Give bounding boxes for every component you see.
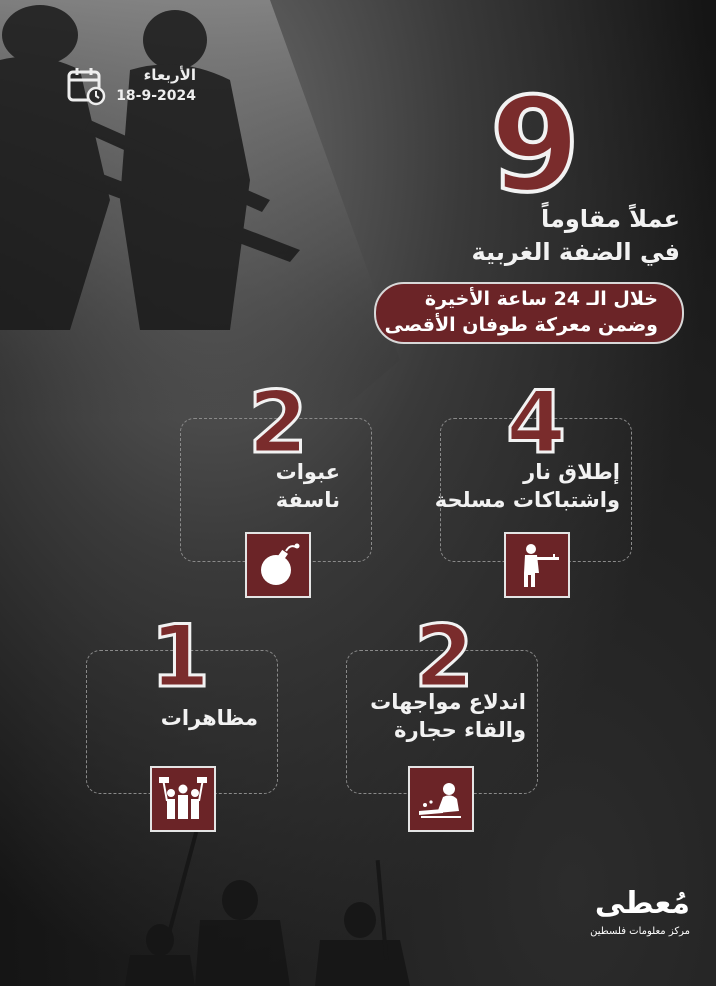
stat-number-bombs: 2 <box>248 373 308 473</box>
shooting-icon-box <box>504 532 570 598</box>
clashes-icon-box <box>408 766 474 832</box>
stat-label-clashes-2: والقاء حجارة <box>394 718 526 742</box>
headline-line-2: في الضفة الغربية <box>471 238 680 266</box>
headline-line-1: عملاً مقاوماً <box>541 205 680 233</box>
brand-name: مُعطى <box>594 886 690 921</box>
headline-number: 9 <box>489 69 581 221</box>
stat-label-shooting-1: إطلاق نار <box>523 460 620 484</box>
date-block <box>66 64 196 110</box>
date-text: 18-9-2024 <box>116 88 196 104</box>
weekday: الأربعاء <box>143 66 196 84</box>
subtitle-line-1: خلال الـ 24 ساعة الأخيرة <box>424 288 658 310</box>
protests-icon-box <box>150 766 216 832</box>
subtitle-line-2: وضمن معركة طوفان الأقصى <box>384 314 658 336</box>
stat-number-protests: 1 <box>150 607 210 707</box>
bomb-icon-box <box>245 532 311 598</box>
subtitle-pill <box>374 282 684 344</box>
stat-number-clashes: 2 <box>414 607 474 707</box>
stat-label-protests-1: مظاهرات <box>160 706 258 730</box>
stat-label-bombs-1: عبوات <box>275 460 340 484</box>
stone-throwing-icon <box>415 773 467 825</box>
brand-logo <box>586 886 696 946</box>
stat-label-bombs-2: ناسفة <box>275 488 340 512</box>
stat-label-shooting-2: واشتباكات مسلحة <box>434 488 620 512</box>
brand-tagline: مركز معلومات فلسطين <box>590 926 690 937</box>
bomb-icon <box>252 539 304 591</box>
stat-number-shooting: 4 <box>506 373 566 473</box>
shooter-icon <box>511 539 563 591</box>
protest-icon <box>157 773 209 825</box>
calendar-icon <box>66 66 106 106</box>
stat-label-clashes-1: اندلاع مواجهات <box>370 690 526 714</box>
